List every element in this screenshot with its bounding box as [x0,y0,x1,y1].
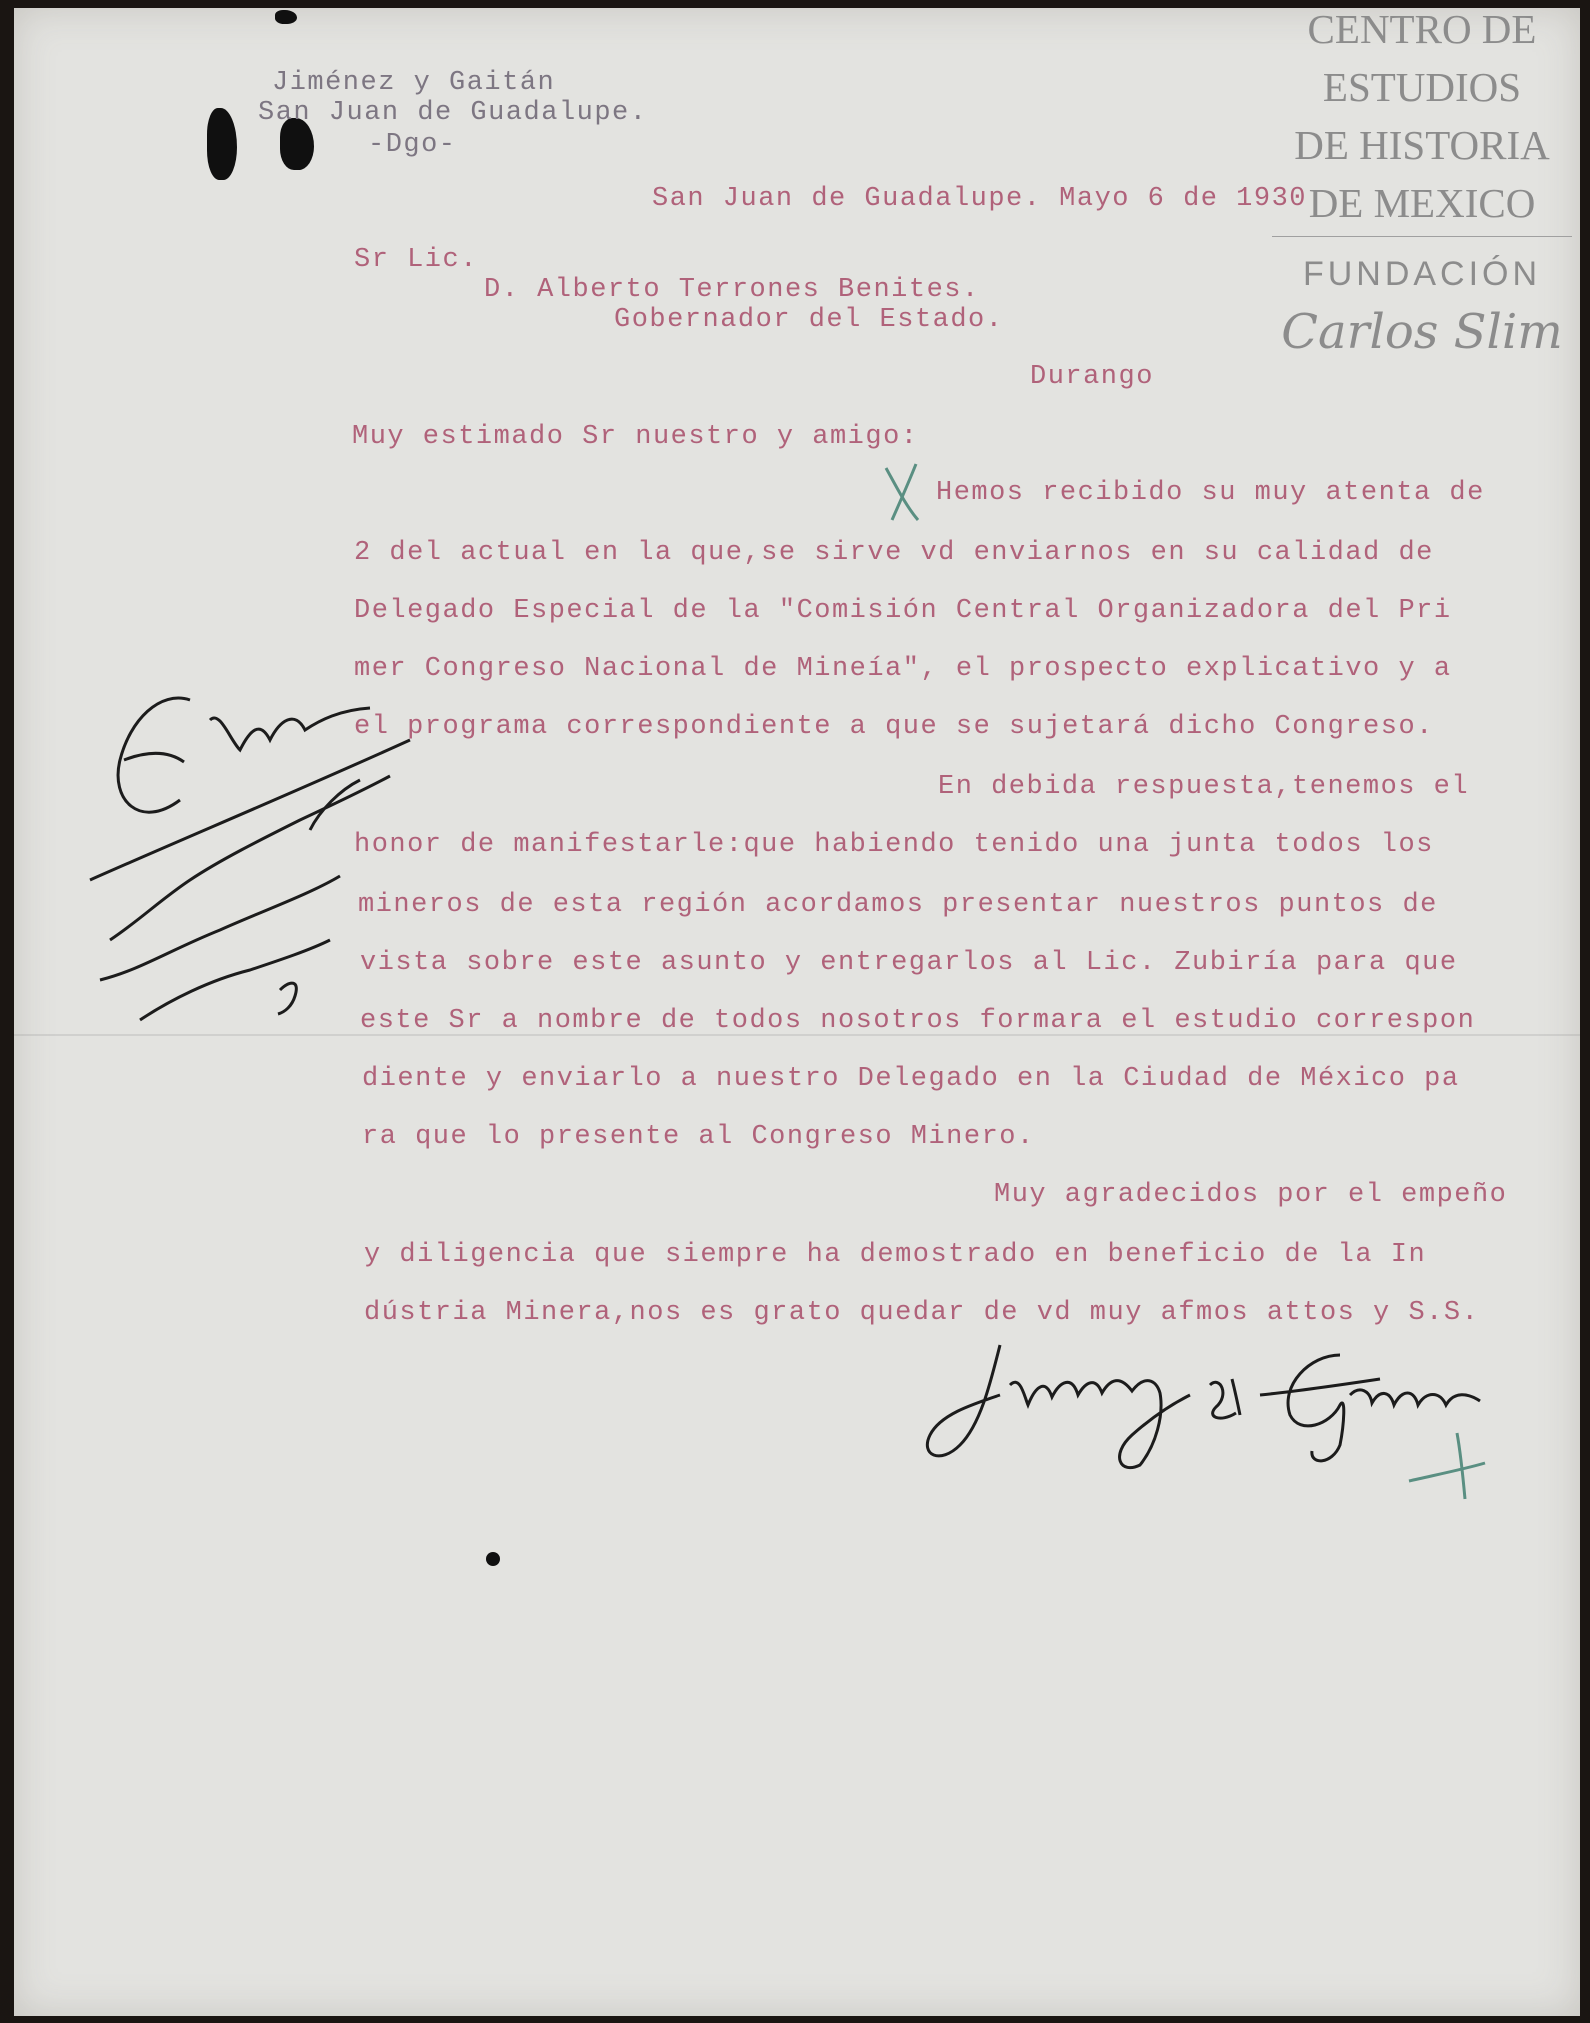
body-line: honor de manifestarle:que habiendo tenido una junta todos los [354,830,1434,860]
watermark-name: Carlos Slim [1281,304,1563,360]
body-line: vista sobre este asunto y entregarlos al Lic. Zubiría para que [360,948,1458,978]
body-line: En debida respuesta,tenemos el [938,772,1470,802]
letterhead-town: San Juan de Guadalupe. [258,98,648,128]
body-line: Muy agradecidos por el empeño [994,1180,1508,1210]
watermark-line: DE HISTORIA [1294,122,1550,168]
pencil-x-mark [878,458,928,528]
body-line: y diligencia que siempre ha demostrado en beneficio de la In [364,1240,1427,1270]
recipient-name: D. Alberto Terrones Benites. [484,275,980,305]
letterhead-state: -Dgo- [368,130,457,160]
letterhead-name: Jiménez y Gaitán [272,68,556,98]
ink-blot [275,10,297,24]
body-line: diente y enviarlo a nuestro Delegado en la Ciudad de México pa [362,1064,1460,1094]
watermark-fundacion: FUNDACIÓN [1302,255,1542,293]
watermark-line: ESTUDIOS [1322,64,1522,110]
body-line: mer Congreso Nacional de Mineía", el prospecto explicativo y a [354,654,1452,684]
date-line: San Juan de Guadalupe. Mayo 6 de 1930 [652,184,1307,214]
ink-dot [486,1552,500,1566]
body-line: el programa correspondiente a que se sujetará dicho Congreso. [354,712,1434,742]
body-line: Delegado Especial de la "Comisión Central Organizadora del Pri [354,596,1452,626]
watermark-divider [1272,236,1572,237]
archive-watermark [1272,0,1572,361]
body-line: mineros de esta región acordamos presentar nuestros puntos de [358,890,1438,920]
body-line: dústria Minera,nos es grato quedar de vd muy afmos attos y S.S. [364,1298,1480,1328]
recipient-city: Durango [1030,362,1154,392]
recipient-title: Sr Lic. [354,245,478,275]
body-line: ra que lo presente al Congreso Minero. [362,1122,1035,1152]
body-line: este Sr a nombre de todos nosotros formara el estudio correspon [360,1006,1476,1036]
handwritten-annotation [80,680,460,1040]
watermark-line: DE MEXICO [1308,180,1536,226]
signature [920,1335,1500,1475]
greeting: Muy estimado Sr nuestro y amigo: [352,422,919,452]
recipient-position: Gobernador del Estado. [614,305,1004,335]
body-line: 2 del actual en la que,se sirve vd enviarnos en su calidad de [354,538,1434,568]
body-line: Hemos recibido su muy atenta de [936,478,1485,508]
watermark-line: CENTRO DE [1307,6,1537,52]
